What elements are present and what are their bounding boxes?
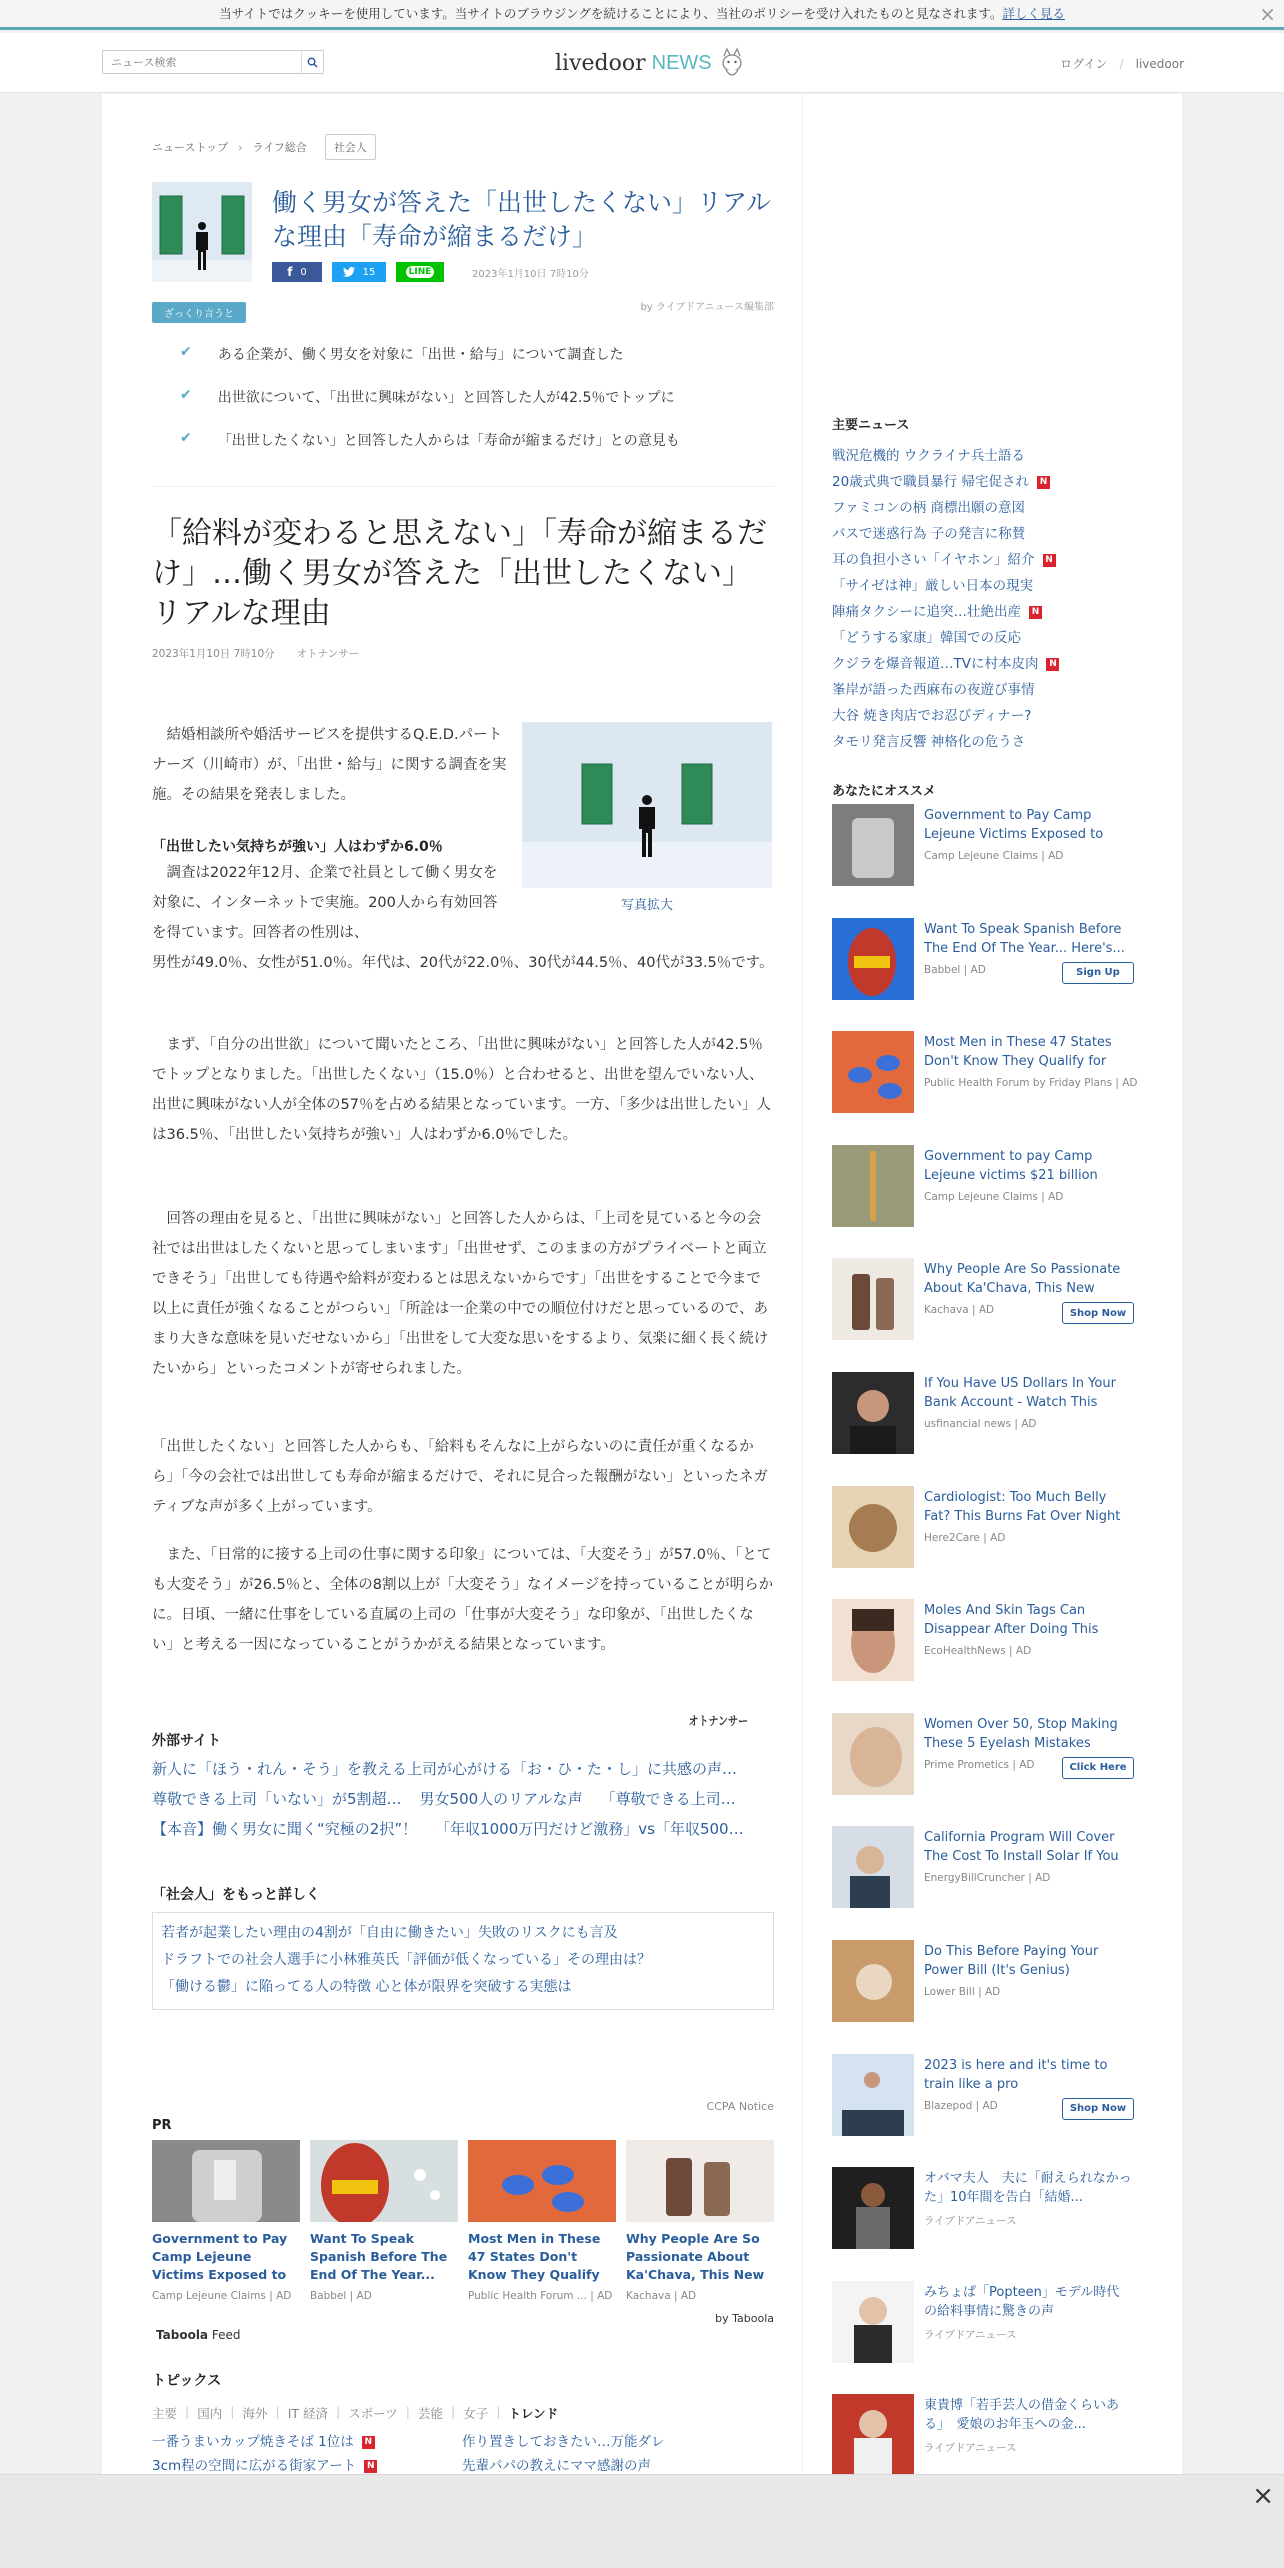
recommend-source: EnergyBillCruncher | AD xyxy=(924,1872,1051,1885)
recommend-source: Lower Bill | AD xyxy=(924,1986,1001,1998)
recommend-image xyxy=(832,2394,914,2476)
topics-tabs xyxy=(152,2404,566,2422)
main-news-text: 「サイゼは神」厳しい日本の現実 xyxy=(832,578,1034,594)
recommend-card[interactable] xyxy=(832,1145,1134,1237)
divider xyxy=(152,486,774,487)
topics-tab[interactable]: 芸能 xyxy=(417,2406,443,2421)
recommend-title-text: Do This Before Paying Your Power Bill (It's Genius) xyxy=(924,1944,1099,1978)
photo-enlarge-link[interactable]: 写真拡大 xyxy=(620,898,673,913)
paragraph: まず、「自分の出世欲」について聞いたところ、「出世に興味がない」と回答した人が42.5％でトップとなりました。「出世したくない」（15.0％）と合わせると、出世を望んでいない人、出世に興味がない人が全体の57％を占める結果となっています。一方、「多少は出世したい」人は36.5％、「出世したい気持ちが強い」人はわずか6.0％でした。 xyxy=(152,1037,772,1143)
main-news-text: 「どうする家康」韓国での反応 xyxy=(832,630,1021,646)
new-badge: N xyxy=(1046,658,1059,671)
summary-tag: ざっくり言うと xyxy=(152,302,246,323)
section-subhead: 「出世したい気持ちが強い」人はわずか6.0％ xyxy=(152,839,443,855)
recommend-card[interactable] xyxy=(832,1599,1134,1691)
pr-title: PR xyxy=(152,2118,172,2133)
external-link-row xyxy=(152,1758,774,1788)
external-link-row xyxy=(152,1818,774,1848)
line-share-button[interactable] xyxy=(396,262,444,282)
site-header xyxy=(0,33,1284,93)
main-news-text: 陣痛タクシーに追突…壮絶出産 xyxy=(832,604,1021,620)
paragraph: また、「日常的に接する上司の仕事に関する印象」については、「大変そう」が57.0％、「とても大変そう」が26.5％と、全体の8割以上が「大変そう」なイメージを持っていることが明らかに。日頃、一緒に仕事をしている直属の上司の「仕事が大変そう」な印象が、「出世したくない」と考える一因になっていることがうかがえる結果となっています。 xyxy=(152,1547,774,1653)
recommend-card[interactable] xyxy=(832,1940,1134,2032)
breadcrumb-arrow-icon: › xyxy=(238,140,243,154)
recommend-cta-button[interactable]: Shop Now xyxy=(1062,1302,1134,1324)
recommend-image xyxy=(832,2054,914,2136)
main-news-item[interactable] xyxy=(832,704,1134,730)
main-news-item[interactable] xyxy=(832,496,1134,522)
tab-separator: | xyxy=(230,2404,235,2419)
recommend-cta-button[interactable]: Shop Now xyxy=(1062,2098,1134,2120)
pr-card-title: Government to Pay Camp Lejeune Victims Exposed to xyxy=(152,2231,288,2282)
pr-card[interactable] xyxy=(468,2140,616,2302)
topics-title: トピックス xyxy=(152,2373,222,2389)
header-links xyxy=(1060,55,1184,72)
recommend-source: Here2Care | AD xyxy=(924,1531,1006,1544)
publisher-logo: オトナンサー xyxy=(688,1715,748,1729)
doors-illustration xyxy=(152,182,252,282)
topic-text: 3cm程の空間に広がる街家アート xyxy=(152,2458,357,2474)
recommend-card[interactable] xyxy=(832,2167,1134,2259)
recommend-image xyxy=(832,1486,914,1568)
recommend-image xyxy=(832,1599,914,1681)
recommend-cta-button[interactable]: Click Here xyxy=(1062,1757,1134,1779)
recommend-title-text: 2023 is here and it's time to train like a pro xyxy=(924,2057,1108,2092)
recommend-source: Public Health Forum by Friday Plans | AD xyxy=(924,1077,1138,1090)
search-icon xyxy=(307,57,318,68)
breadcrumb-life[interactable]: ライフ総合 xyxy=(252,141,307,154)
recommend-image xyxy=(832,918,914,1000)
search-input[interactable] xyxy=(103,51,299,73)
share-bar xyxy=(272,262,589,282)
main-news-text: 峯岸が語った西麻布の夜遊び事情 xyxy=(832,682,1035,698)
topic-text: 先輩パパの教えにママ感謝の声 xyxy=(462,2458,651,2474)
cookie-more-link[interactable]: 詳しく見る xyxy=(1002,6,1065,21)
related-link[interactable]: 若者が起業したい理由の4割が「自由に働きたい」失敗のリスクにも言及 xyxy=(161,1925,618,1941)
recommend-image xyxy=(832,1258,914,1340)
recommend-title-text: みちょぱ「Popteen」モデル時代の給料事情に驚きの声 xyxy=(924,2284,1120,2319)
summary-item xyxy=(180,344,770,387)
summary-text: 「出世したくない」と回答した人からは「寿命が縮まるだけ」との意見も xyxy=(217,433,680,449)
bottom-ad-bar xyxy=(0,2474,1284,2568)
more-about-box xyxy=(152,1912,774,2010)
main-news-item[interactable] xyxy=(832,522,1134,548)
publish-date: 2023年1月10日 7時10分 xyxy=(472,268,589,280)
taboola-feed-label: Feed xyxy=(208,2328,241,2342)
facebook-icon: f xyxy=(287,265,293,279)
pr-card[interactable] xyxy=(152,2140,300,2302)
recommend-card[interactable] xyxy=(832,2394,1134,2486)
twitter-share-button[interactable] xyxy=(332,262,386,282)
paragraph: 「出世したくない」と回答した人からも、「給料もそんなに上がらないのに責任が重くなるから」「今の会社では出世しても寿命が縮まるだけで、それに見合った報酬がない」といったネガティブな声が多く上がっています。 xyxy=(152,1439,768,1515)
main-news-text: 耳の負担小さい「イヤホン」紹介 xyxy=(832,552,1035,568)
topics-tab-active[interactable]: トレンド xyxy=(508,2406,559,2421)
external-link-row xyxy=(152,1788,774,1818)
topic-text: 一番うまいカップ焼きそば 1位は xyxy=(152,2434,354,2450)
external-link[interactable]: 男女500人のリアルな声 xyxy=(419,1790,583,1808)
pr-image xyxy=(152,2140,300,2222)
pr-cards xyxy=(152,2140,774,2302)
new-badge: N xyxy=(364,2460,377,2473)
new-badge: N xyxy=(1037,476,1050,489)
cookie-banner xyxy=(0,0,1284,30)
facebook-share-button[interactable] xyxy=(272,262,322,282)
recommend-title-text: Why People Are So Passionate About Ka'Chava, This New xyxy=(924,1262,1121,1297)
main-news-item[interactable] xyxy=(832,730,1134,756)
external-sites-title: 外部サイト xyxy=(152,1733,222,1749)
recommend-title-text: Most Men in These 47 States Don't Know They Qualify for xyxy=(924,1035,1112,1070)
summary-item xyxy=(180,430,770,473)
recommend-card[interactable] xyxy=(832,1031,1138,1123)
new-badge: N xyxy=(1043,554,1056,567)
cookie-text: 当サイトではクッキーを使用しています。当サイトのブラウジングを続けることにより、当社のポリシーを受け入れたものと見なされます。 xyxy=(219,6,1003,21)
recommend-source: ライブドアニュース xyxy=(924,2442,1017,2455)
external-link[interactable]: 【本音】働く男女に聞く“究極の2択”！ xyxy=(152,1820,418,1838)
paragraph: 結婚相談所や婚活サービスを提供するQ.E.D.パートナーズ（川崎市）が、「出世・給与」に関する調査を実施。その結果を発表しました。 xyxy=(152,727,507,803)
main-news-item[interactable] xyxy=(832,678,1134,704)
external-link[interactable]: 新人に「ほう・れん・そう」を教える上司が心がける「お・ひ・た・し」に共感の声… xyxy=(152,1760,738,1778)
recommend-source: Babbel | AD xyxy=(924,963,986,976)
by-taboola-link[interactable]: by Taboola xyxy=(715,2312,774,2325)
recommend-title-text: Government to pay Camp Lejeune victims $21 billion xyxy=(924,1148,1098,1183)
article-thumbnail[interactable] xyxy=(152,182,252,282)
recommend-card[interactable] xyxy=(832,804,1134,896)
main-news-item[interactable] xyxy=(832,548,1134,574)
recommend-title-text: 東貴博「若手芸人の借金くらいある」 愛娘のお年玉への金... xyxy=(924,2398,1120,2433)
pr-card-title: Most Men in These 47 States Don't Know They Qualify xyxy=(468,2231,601,2282)
recommend-cta-button[interactable]: Sign Up xyxy=(1062,962,1134,984)
topics-tab[interactable]: スポーツ xyxy=(348,2406,398,2421)
tab-separator: | xyxy=(496,2404,501,2419)
main-news-item[interactable] xyxy=(832,600,1134,626)
pr-card[interactable] xyxy=(310,2140,458,2302)
search-button[interactable] xyxy=(301,51,323,73)
recommend-title-text: オバマ夫人 夫に「耐えられなかった」10年間を告白「結婚... xyxy=(924,2171,1132,2206)
recommend-source: EcoHealthNews | AD xyxy=(924,1645,1032,1658)
main-news-text: 20歳式典で職員暴行 帰宅促され xyxy=(832,474,1029,490)
recommend-image xyxy=(832,804,914,886)
topics-tab[interactable]: IT 経済 xyxy=(287,2406,328,2421)
topics-tab[interactable]: 女子 xyxy=(463,2406,489,2421)
pr-image xyxy=(310,2140,458,2222)
login-link[interactable]: ログイン xyxy=(1060,57,1108,71)
recommend-card[interactable] xyxy=(832,1486,1134,1578)
header-separator: / xyxy=(1119,57,1124,71)
main-news-text: バスで迷惑行為 子の発言に称賛 xyxy=(832,526,1026,542)
recommend-image xyxy=(832,2281,914,2363)
facebook-count: 0 xyxy=(300,266,307,278)
recommend-source: usfinancial news | AD xyxy=(924,1418,1037,1430)
topic-item[interactable] xyxy=(152,2430,462,2454)
recommend-source: ライブドアニュース xyxy=(924,2328,1017,2341)
pr-card-source: Kachava | AD xyxy=(626,2290,697,2302)
category-tag[interactable]: 社会人 xyxy=(325,134,376,160)
external-link[interactable]: 「尊敬できる上司… xyxy=(600,1790,736,1808)
article-title[interactable]: 働く男女が答えた「出世したくない」リアルな理由「寿命が縮まるだけ」 xyxy=(272,188,772,251)
check-icon: ✔ xyxy=(180,430,192,446)
more-about-title: 「社会人」をもっと詳しく xyxy=(152,1887,320,1903)
check-icon: ✔ xyxy=(180,387,192,403)
recommend-card[interactable] xyxy=(832,2281,1134,2373)
column-divider xyxy=(802,94,803,2474)
external-links xyxy=(152,1758,774,1848)
recommend-image xyxy=(832,1713,914,1795)
pr-image xyxy=(468,2140,616,2222)
recommend-card[interactable] xyxy=(832,2054,1134,2146)
pr-card[interactable] xyxy=(626,2140,774,2302)
pr-card-title: Want To Speak Spanish Before The End Of The Year... xyxy=(310,2231,448,2282)
check-icon: ✔ xyxy=(180,344,192,360)
new-badge: N xyxy=(362,2436,375,2449)
breadcrumb-news-top[interactable]: ニューストップ xyxy=(152,141,229,154)
topics-list xyxy=(152,2430,774,2478)
topics-tab[interactable]: 主要 xyxy=(152,2406,178,2421)
tab-separator: | xyxy=(275,2404,280,2419)
related-link[interactable]: 「働ける鬱」に陥ってる人の特徴 心と体が限界を突破する実態は xyxy=(161,1979,572,1995)
main-news-list xyxy=(832,444,1134,756)
related-link[interactable]: ドラフトでの社会人選手に小林雅英氏「評価が低くなっている」その理由は？ xyxy=(161,1952,651,1968)
main-news-text: タモリ発言反響 神格化の危うさ xyxy=(832,734,1026,750)
external-link[interactable]: 尊敬できる上司「いない」が5割超… xyxy=(152,1790,402,1808)
pr-card-source: Public Health Forum ... | AD xyxy=(468,2290,613,2302)
main-news-text: 大谷 焼き肉店でお忍びディナー? xyxy=(832,708,1032,724)
main-news-text: 戦況危機的 ウクライナ兵士語る xyxy=(832,448,1025,464)
new-badge: N xyxy=(1029,606,1042,619)
external-link[interactable]: 「年収1000万円だけど激務」vs「年収500… xyxy=(435,1820,744,1838)
recommend-title: あなたにオススメ xyxy=(832,784,936,799)
recommend-card[interactable] xyxy=(832,918,1134,1010)
tab-separator: | xyxy=(405,2404,410,2419)
recommend-card[interactable] xyxy=(832,1258,1134,1350)
topics-tab[interactable]: 海外 xyxy=(242,2406,268,2421)
page-container xyxy=(102,94,1182,2474)
paragraph: 回答の理由を見ると、「出世に興味がない」と回答した人からは、「上司を見ていると今の会社では出世はしたくないと思ってしまいます」「出世せず、このままの方がプライベートと両立できそう」「出世しても待遇や給料が変わるとは思えないからです」「出世をすることで今まで以上に責任が強くなることがつらい」「所詮は一企業の中での順位付けだと思っているので、あまり大きな意味を見いだせないから」「出世をして大変な思いをするより、気楽に細く長く続けたいから」といったコメントが寄せられました。 xyxy=(152,1211,769,1377)
recommend-title-text: If You Have US Dollars In Your Bank Account - Watch This xyxy=(924,1376,1116,1410)
recommend-title-text: Want To Speak Spanish Before The End Of The Year... Here's... xyxy=(924,921,1125,956)
paragraph: 調査は2022年12月、企業で社員として働く男女を対象に、インターネットで実施。200人から有効回答を得ています。回答者の性別は、 xyxy=(152,865,498,941)
recommend-image xyxy=(832,1940,914,2022)
summary-item xyxy=(180,387,770,430)
taboola-feed-logo[interactable] xyxy=(156,2328,240,2342)
doors-photo xyxy=(522,722,772,888)
livedoor-link[interactable]: livedoor xyxy=(1135,57,1184,71)
pr-card-source: Camp Lejeune Claims | AD xyxy=(152,2290,292,2302)
recommend-image xyxy=(832,1372,914,1454)
article-photo[interactable] xyxy=(522,722,772,888)
close-ad-icon[interactable]: × xyxy=(1252,2481,1274,2511)
recommend-title-text: California Program Will Cover The Cost To Install Solar If You xyxy=(924,1830,1119,1865)
recommend-title-text: Government to Pay Camp Lejeune Victims Exposed to xyxy=(924,808,1104,842)
breadcrumb xyxy=(152,134,376,160)
twitter-icon xyxy=(343,267,355,277)
pr-card-title: Why People Are So Passionate About Ka'Chava, This New xyxy=(626,2231,765,2282)
recommend-source: ライブドアニュース xyxy=(924,2215,1017,2228)
article-headline: 「給料が変わると思えない」「寿命が縮まるだけ」…働く男女が答えた「出世したくない」リアルな理由 xyxy=(152,516,767,631)
recommend-source: Kachava | AD xyxy=(924,1304,995,1317)
article-source[interactable]: オトナンサー xyxy=(296,648,360,660)
main-news-text: ファミコンの柄 商標出願の意図 xyxy=(832,500,1026,516)
tab-separator: | xyxy=(336,2404,341,2419)
recommend-card[interactable] xyxy=(832,1713,1134,1805)
search-box xyxy=(102,50,324,74)
site-logo[interactable] xyxy=(555,46,746,80)
topic-text: 作り置きしておきたい…万能ダレ xyxy=(462,2434,665,2450)
recommend-image xyxy=(832,1145,914,1227)
tab-separator: | xyxy=(185,2404,190,2419)
cookie-close-icon[interactable]: × xyxy=(1259,2,1276,26)
recommend-source: Camp Lejeune Claims | AD xyxy=(924,850,1064,862)
main-news-item[interactable] xyxy=(832,652,1134,678)
logo-livedoor: livedoor xyxy=(555,50,646,76)
recommend-source: Prime Prometics | AD xyxy=(924,1758,1035,1771)
pr-image xyxy=(626,2140,774,2222)
topics-tab[interactable]: 国内 xyxy=(197,2406,223,2421)
headline-meta xyxy=(152,646,359,661)
main-news-item[interactable] xyxy=(832,444,1134,470)
taboola-feed-brand: Taboola xyxy=(156,2328,209,2342)
paragraph: 男性が49.0％、女性が51.0％。年代は、20代が22.0％、30代が44.5％、40代が33.5％です。 xyxy=(152,955,774,971)
byline: by ライブドアニュース編集部 xyxy=(640,302,774,313)
main-news-text: クジラを爆音報道…TVに村本皮肉 xyxy=(832,656,1039,672)
recommend-image xyxy=(832,2167,914,2249)
main-news-item[interactable] xyxy=(832,626,1134,652)
recommend-title-text: Cardiologist: Too Much Belly Fat? This Burns Fat Over Night xyxy=(924,1489,1121,1524)
twitter-count: 15 xyxy=(362,266,376,278)
tab-separator: | xyxy=(450,2404,456,2419)
recommend-card[interactable] xyxy=(832,1826,1134,1918)
logo-news: NEWS xyxy=(651,51,712,74)
main-news-item[interactable] xyxy=(832,574,1134,600)
summary-text: ある企業が、働く男女を対象に「出世・給与」について調査した xyxy=(217,347,624,363)
ccpa-notice-link[interactable]: CCPA Notice xyxy=(706,2100,774,2113)
headline-date: 2023年1月10日 7時10分 xyxy=(152,648,275,660)
recommend-source: Camp Lejeune Claims | AD xyxy=(924,1190,1064,1203)
mascot-icon xyxy=(718,46,746,80)
pr-card-source: Babbel | AD xyxy=(310,2290,372,2302)
main-news-item[interactable] xyxy=(832,470,1134,496)
recommend-image xyxy=(832,1031,914,1113)
topic-item[interactable] xyxy=(462,2430,772,2454)
recommend-source: Blazepod | AD xyxy=(924,2099,998,2112)
recommend-title-text: Moles And Skin Tags Can Disappear After Doing This xyxy=(924,1603,1099,1638)
summary-list xyxy=(180,344,770,473)
recommend-card[interactable] xyxy=(832,1372,1134,1464)
summary-text: 出世欲について、「出世に興味がない」と回答した人が42.5％でトップに xyxy=(217,390,675,406)
main-news-title: 主要ニュース xyxy=(832,418,910,433)
recommend-image xyxy=(832,1826,914,1908)
recommend-title-text: Women Over 50, Stop Making These 5 Eyelash Mistakes xyxy=(924,1716,1118,1751)
line-icon: LINE xyxy=(406,266,435,278)
